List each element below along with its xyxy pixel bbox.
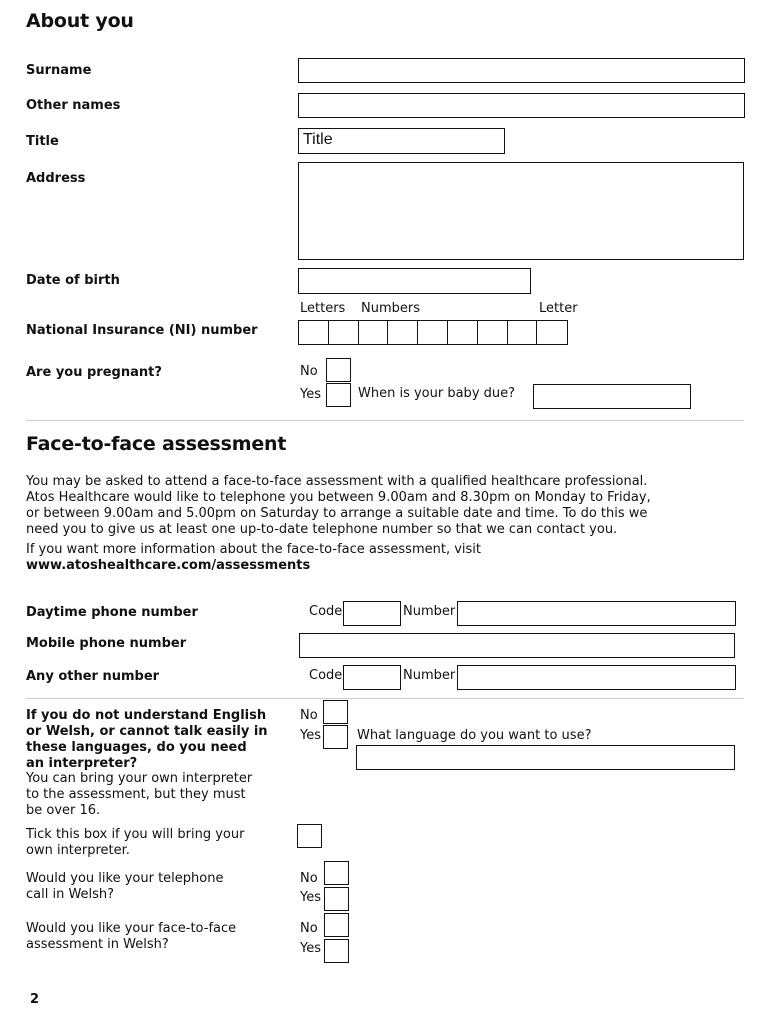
pregnant-no-label: No — [300, 364, 318, 379]
divider — [26, 420, 744, 421]
ni-cell[interactable] — [387, 320, 418, 345]
daytime-number-input[interactable] — [457, 601, 736, 626]
assessments-link[interactable]: www.atoshealthcare.com/assessments — [26, 558, 311, 573]
interpreter-question-line: or Welsh, or cannot talk easily in — [26, 724, 268, 739]
pregnant-yes-checkbox[interactable] — [326, 383, 351, 407]
daytime-number-label: Number — [403, 604, 456, 619]
surname-label: Surname — [26, 63, 92, 78]
ni-cell[interactable] — [507, 320, 538, 345]
welsh-f2f-no-label: No — [300, 921, 318, 936]
title-input[interactable]: Title — [298, 128, 505, 154]
surname-input[interactable] — [298, 58, 745, 83]
more-info-text: If you want more information about the face-to-face assessment, visit — [26, 542, 481, 557]
daytime-phone-label: Daytime phone number — [26, 605, 198, 620]
own-interpreter-line: own interpreter. — [26, 843, 130, 858]
welsh-f2f-yes-checkbox[interactable] — [324, 939, 349, 963]
interpreter-note-line: You can bring your own interpreter — [26, 771, 253, 786]
page-number: 2 — [30, 992, 40, 1007]
ni-number-field — [298, 320, 566, 345]
interpreter-yes-label: Yes — [300, 728, 321, 743]
other-names-label: Other names — [26, 98, 121, 113]
ni-cell[interactable] — [536, 320, 567, 345]
ni-cell[interactable] — [328, 320, 359, 345]
interpreter-question-line: these languages, do you need — [26, 740, 247, 755]
f2f-intro-line: You may be asked to attend a face-to-face assessment with a qualified healthcare professional. — [26, 474, 648, 489]
interpreter-question — [26, 708, 286, 772]
own-interpreter-text — [26, 827, 286, 859]
ni-cell[interactable] — [358, 320, 389, 345]
mobile-phone-input[interactable] — [299, 633, 735, 658]
about-heading: About you — [26, 10, 134, 32]
ni-numbers-caption: Numbers — [361, 301, 420, 316]
interpreter-question-line: an interpreter? — [26, 756, 138, 771]
daytime-code-label: Code — [309, 604, 343, 619]
f2f-intro-line: or between 9.00am and 5.00pm on Saturday to arrange a suitable date and time. To do this we — [26, 506, 648, 521]
baby-due-label: When is your baby due? — [358, 386, 516, 401]
ni-letters-caption: Letters — [300, 301, 346, 316]
welsh-call-line: Would you like your telephone — [26, 871, 224, 886]
dob-label: Date of birth — [26, 273, 120, 288]
welsh-f2f-yes-label: Yes — [300, 941, 321, 956]
pregnant-yes-label: Yes — [300, 387, 321, 402]
dob-input[interactable] — [298, 268, 531, 294]
other-code-input[interactable] — [343, 665, 401, 690]
other-number-label: Any other number — [26, 669, 160, 684]
f2f-heading: Face-to-face assessment — [26, 433, 287, 455]
mobile-phone-label: Mobile phone number — [26, 636, 187, 651]
address-label: Address — [26, 171, 86, 186]
other-number-field-label: Number — [403, 668, 456, 683]
ni-cell[interactable] — [298, 320, 329, 345]
baby-due-input[interactable] — [533, 384, 691, 409]
interpreter-note-line: to the assessment, but they must — [26, 787, 246, 802]
interpreter-note-line: be over 16. — [26, 803, 101, 818]
welsh-f2f-line: Would you like your face-to-face — [26, 921, 237, 936]
address-input[interactable] — [298, 162, 744, 260]
welsh-call-no-label: No — [300, 871, 318, 886]
welsh-f2f-question — [26, 921, 286, 953]
f2f-intro-line: need you to give us at least one up-to-date telephone number so that we can contact you. — [26, 522, 618, 537]
welsh-f2f-no-checkbox[interactable] — [324, 913, 349, 937]
language-input[interactable] — [356, 745, 735, 770]
pregnant-label: Are you pregnant? — [26, 365, 162, 380]
welsh-call-line: call in Welsh? — [26, 887, 115, 902]
ni-label: National Insurance (NI) number — [26, 323, 258, 338]
welsh-call-question — [26, 871, 286, 903]
pregnant-no-checkbox[interactable] — [326, 358, 351, 382]
welsh-f2f-line: assessment in Welsh? — [26, 937, 169, 952]
f2f-intro-line: Atos Healthcare would like to telephone you between 9.00am and 8.30pm on Monday to Friday, — [26, 490, 651, 505]
f2f-intro-paragraph — [26, 474, 744, 538]
other-code-label: Code — [309, 668, 343, 683]
welsh-call-no-checkbox[interactable] — [324, 861, 349, 885]
ni-cell[interactable] — [447, 320, 478, 345]
other-number-input[interactable] — [457, 665, 736, 690]
own-interpreter-line: Tick this box if you will bring your — [26, 827, 245, 842]
interpreter-no-label: No — [300, 708, 318, 723]
f2f-more-info — [26, 542, 744, 574]
divider — [26, 698, 744, 699]
ni-cell[interactable] — [477, 320, 508, 345]
language-label: What language do you want to use? — [357, 728, 592, 743]
interpreter-note — [26, 771, 286, 819]
welsh-call-yes-label: Yes — [300, 890, 321, 905]
other-names-input[interactable] — [298, 93, 745, 118]
ni-cell[interactable] — [417, 320, 448, 345]
own-interpreter-checkbox[interactable] — [297, 824, 322, 848]
interpreter-yes-checkbox[interactable] — [323, 725, 348, 749]
ni-letter-caption: Letter — [539, 301, 578, 316]
daytime-code-input[interactable] — [343, 601, 401, 626]
interpreter-no-checkbox[interactable] — [323, 700, 348, 724]
welsh-call-yes-checkbox[interactable] — [324, 887, 349, 911]
interpreter-question-line: If you do not understand English — [26, 708, 267, 723]
title-label: Title — [26, 134, 59, 149]
